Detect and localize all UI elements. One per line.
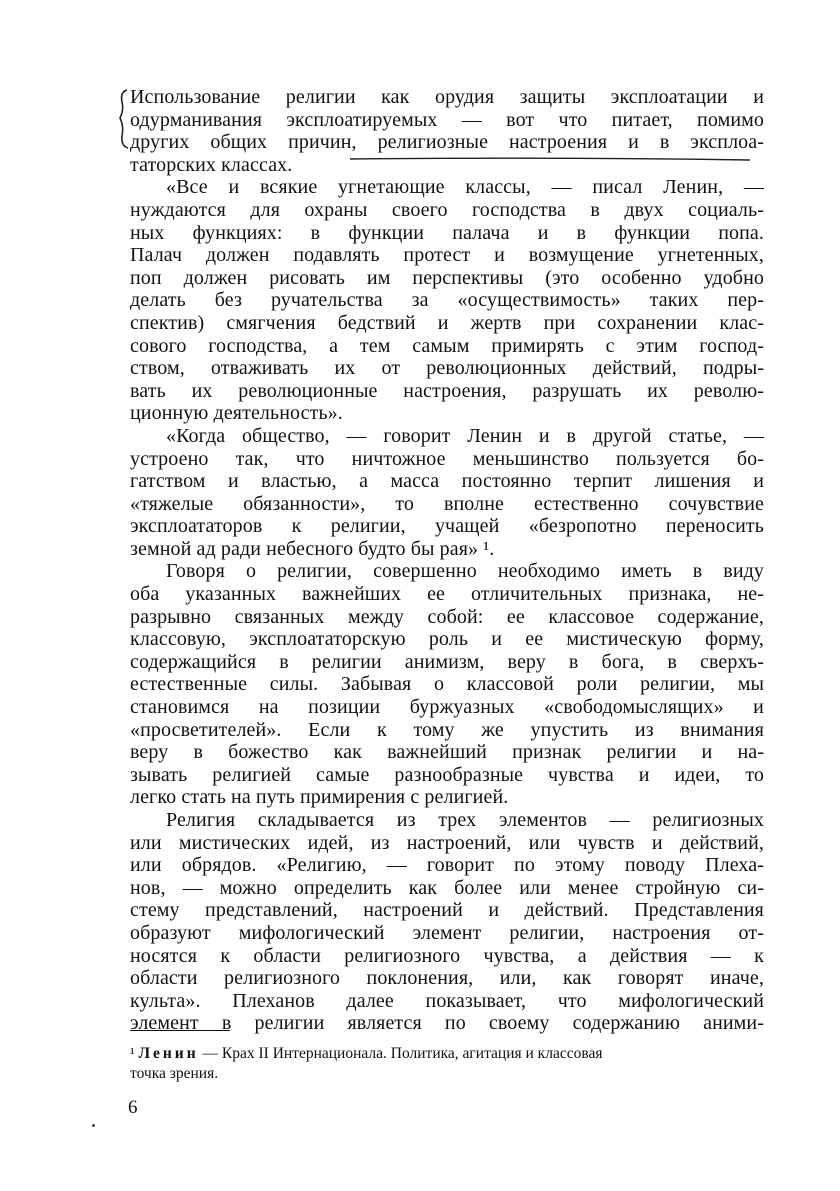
text-line: содержащийся в религии анимизм, веру в бога, в сверхъ- — [130, 650, 764, 673]
text-line: легко стать на путь примирения с религией. — [130, 786, 509, 809]
text-line: эксплоататоров к религии, учащей «безропотно переносить — [130, 515, 764, 538]
paragraph — [130, 425, 764, 561]
text-line: носятся к области религиозного чувства, а действия — к — [130, 944, 764, 967]
text-line: сового господства, а тем самым примирять с этим господ- — [130, 334, 764, 357]
page-number: 6 — [128, 1097, 138, 1118]
text-line: вать их революционные настроения, разрушать их револю- — [130, 379, 764, 402]
text-line: классовую, эксплоататорскую роль и ее мистическую форму, — [130, 628, 764, 651]
text-line: естественные силы. Забывая о классовой роли религии, мы — [130, 673, 764, 696]
text-line: гатством и властью, а масса постоянно терпит лишения и — [130, 470, 764, 493]
text-line: делать без ручательства за «осуществимость» таких пер- — [130, 289, 764, 312]
text-line: Говоря о религии, совершенно необходимо иметь в виду — [166, 560, 764, 583]
text-line: нов, — можно определить как более или менее стройную си- — [130, 876, 764, 899]
text-line: «Все и всякие угнетающие классы, — писал Ленин, — — [166, 176, 764, 199]
footnote-line — [130, 1044, 764, 1064]
text-line: зывать религией самые разнообразные чувства и идеи, то — [130, 763, 764, 786]
text-line: спектив) смягчения бедствий и жертв при сохранении клас- — [130, 311, 764, 334]
paragraph — [130, 176, 764, 425]
text-line: одурманивания эксплоатируемых — вот что питает, помимо — [130, 108, 764, 131]
footnote-divider — [130, 1030, 230, 1031]
text-line: ционную деятельность». — [130, 402, 343, 425]
text-line: веру в божество как важнейший признак религии и на- — [130, 741, 764, 764]
text-line: ством, отваживать их от революционных действий, подры- — [130, 357, 764, 380]
text-line: поп должен рисовать им перспективы (это особенно удобно — [130, 266, 764, 289]
footnote-text: — Крах II Интернационала. Политика, агитация и классовая — [198, 1045, 603, 1062]
text-line: «просветителей». Если к тому же упустить из внимания — [130, 718, 764, 741]
text-line: таторских классах. — [130, 153, 293, 176]
text-line: области религиозного поклонения, или, как говорят иначе, — [130, 967, 764, 990]
footnote-author: Ленин — [138, 1045, 199, 1062]
text-line: или обрядов. «Религию, — говорит по этому поводу Плеха- — [130, 854, 764, 877]
text-line: Палач должен подавлять протест и возмущение угнетенных, — [130, 244, 764, 267]
text-line: стему представлений, настроений и действий. Представления — [130, 899, 764, 922]
scan-speck — [92, 1124, 95, 1127]
text-line: Использование религии как орудия защиты эксплоатации и — [130, 86, 764, 108]
text-line: элемент в религии является по своему содержанию аними- — [130, 1012, 764, 1035]
text-line: других общих причин, религиозные настроения и в эксплоа- — [130, 131, 764, 154]
footnote-marker: ¹ — [130, 1045, 135, 1062]
main-text — [130, 86, 764, 1035]
text-line: «тяжелые обязанности», то вполне естественно сочувствие — [130, 492, 764, 515]
text-line: или мистических идей, из настроений, или чувств и действий, — [130, 831, 764, 854]
text-line: образуют мифологический элемент религии, настроения от- — [130, 921, 764, 944]
paragraph — [130, 86, 764, 176]
text-line: земной ад ради небесного будто бы рая» ¹. — [130, 537, 495, 560]
paragraph — [130, 560, 764, 809]
footnote-line: точка зрения. — [130, 1065, 219, 1082]
text-line: разрывно связанных между собой: ее классовое содержание, — [130, 605, 764, 628]
text-line: «Когда общество, — говорит Ленин и в другой статье, — — [166, 424, 764, 447]
paragraph — [130, 809, 764, 1035]
text-line: оба указанных важнейших ее отличительных признака, не- — [130, 583, 764, 606]
text-line: устроено так, что ничтожное меньшинство пользуется бо- — [130, 447, 764, 470]
text-line: нуждаются для охраны своего господства в двух социаль- — [130, 198, 764, 221]
text-line: ных функциях: в функции палача и в функции попа. — [130, 221, 764, 244]
footnote — [130, 1044, 764, 1084]
text-line: становимся на позиции буржуазных «свободомыслящих» и — [130, 696, 764, 719]
pen-margin-bracket — [118, 88, 130, 150]
text-line: Религия складывается из трех элементов — религиозных — [166, 809, 764, 831]
text-line: культа». Плеханов далее показывает, что мифологический — [130, 989, 764, 1012]
